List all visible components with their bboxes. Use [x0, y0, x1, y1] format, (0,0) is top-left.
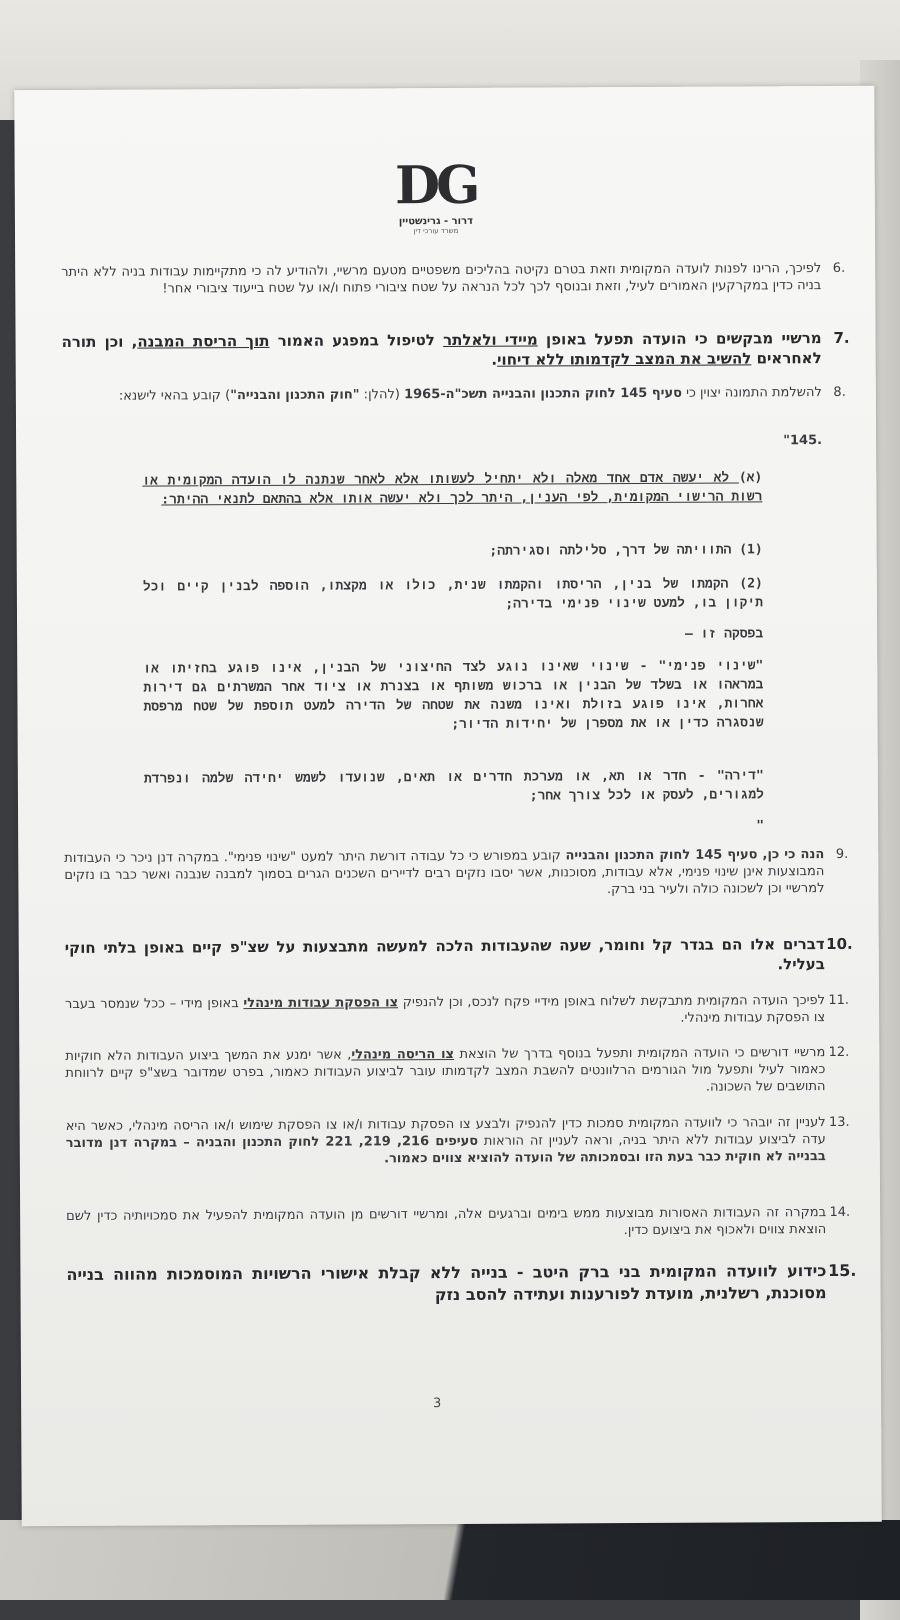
- bold-run: סעיף 145 לחוק התכנון והבנייה תשכ"ה-1965: [404, 385, 682, 403]
- document-page: [14, 86, 882, 1526]
- bold-run: "חוק התכנון והבנייה": [230, 387, 360, 404]
- text-run: .: [491, 350, 498, 369]
- paragraph-number: .15: [828, 1260, 857, 1281]
- paragraph-number: .13: [828, 1114, 850, 1131]
- underlined-run: תוך הריסת המבנה: [137, 331, 270, 351]
- paragraph-number: .9: [835, 846, 849, 862]
- paragraph-number: .7: [833, 328, 850, 347]
- logo-firm-name: דרור - גרינשטיין: [398, 215, 474, 228]
- underlined-run: צו הריסה מינהלי: [351, 1046, 455, 1063]
- text-run: (להלן:: [359, 387, 405, 403]
- text-run: , אשר ימנע את המשך ביצוע העבודות הלא חוקיות כאמור לעיל ותפעל מול הגורמים הרלוונטים להשבת המצב לקדמותו עובר לביצוע העבודות כאמור, בפרט שמדובר בשצ"פ קיים לרווחת התושבים של השכונה.: [65, 1047, 826, 1095]
- text-run: באופן מידי – ככל שנמסר בעבר צו הפסקת עבודות מינהלי.: [64, 996, 826, 1026]
- paragraph-12: [65, 1044, 850, 1099]
- paragraph-number: .14: [829, 1204, 851, 1221]
- clause-text: לא יעשה אדם אחד מאלה ולא יתחיל לעשותו אלא לאחר שנתנה לו הועדה המקומית או רשות הרישוי המקומית, לפי הענין, היתר לכך ולא יעשה אותו אלא בהתאם לתנאי ההיתר:: [142, 470, 763, 508]
- quote-close-mark: ": [756, 818, 765, 834]
- quote-definition-apartment: "דירה" - חדר או תא, או מערכת חדרים או תאים, שנועדו לשמש יחידה שלמה ונפרדת למגורים, לעסק או לכל צורך אחר;: [143, 768, 764, 804]
- underlined-run: להשיב את המצב לקדמותו ללא דיחוי: [497, 349, 752, 369]
- page-content: [41, 154, 857, 1500]
- quote-clause-intro: בפסקה זו –: [684, 626, 764, 642]
- quote-clause-a: [142, 468, 762, 509]
- paragraph-14: [66, 1204, 851, 1242]
- paragraph-number: .8: [833, 384, 846, 400]
- paragraph-number: .11: [828, 992, 850, 1009]
- text-run: קובע במפורש כי כל עבודה דורשת היתר למעט "שינוי פנימי". במקרה דנן ניכר כי העבודות המבוצעות אינן שינוי פנימי, אלא עבודות, מסוכנות, אשר יסבו נזקים רבים לדיירים השכנים הגרים בסמוך למבנה שנבנה ואשר כבר בו נזקים למרשיי וכן לשכונה כולה ולעיר בני ברק.: [64, 848, 825, 898]
- text-run: להשלמת התמונה יצוין כי: [681, 385, 822, 401]
- paragraph-13: [65, 1114, 850, 1169]
- paragraph-text: לפיכך, הרינו לפנות לועדה המקומית וזאת בטרם נקיטה בהליכים משפטיים מטעם מרשיי, ולהודיע לה כי מתקיימות עבודות בניה ללא היתר בניה כדין במקרקעין האמורים לעיל, וזאת ובנוסף לכך לכל הנראה על שטח ציבורי פתוח ו/או על שטח בייעוד ציבורי אחר!: [61, 261, 822, 297]
- paragraph-8: [62, 384, 846, 405]
- underlined-run: צו הפסקת עבודות מינהלי: [243, 995, 399, 1012]
- text-run: ) קובע בהאי לישנא:: [118, 388, 231, 404]
- paragraph-11: [64, 992, 850, 1030]
- paragraph-number: .12: [828, 1044, 850, 1061]
- section-heading-145: .145": [783, 433, 823, 449]
- text-run: מרשיי דורשים כי הועדה המקומית ותפעל בנוסף בדרך של הוצאת: [453, 1045, 826, 1062]
- text-run: לטיפול במפגע האמור: [269, 331, 444, 350]
- page-number: 3: [432, 1396, 442, 1412]
- logo-mark: DG: [394, 154, 477, 217]
- logo-subtitle: משרד עורכי דין: [413, 226, 459, 236]
- paragraph-7: [61, 328, 850, 372]
- bold-run: הנה כי כן, סעיף 145 לחוק התכנון והבנייה: [565, 847, 825, 864]
- firm-logo: [381, 154, 491, 249]
- paragraph-number: .10: [826, 934, 853, 954]
- quote-definition-internal-change: "שינוי פנימי" - שינוי שאינו נוגע לצד החיצוני של הבנין, אינו פוגע בחזיתו או במראהו או בשלד של הבנין או ברכוש משותף או בצנרת או ציוד אחר המשרתים גם דירות אחרות, אינו פוגע בזולת ואינו משנה את שטחה של הדירה למעט תוספת של שטח מרפסת שנסגרה כדין או את מספרן של יחידות הדיור;: [143, 658, 764, 732]
- text-run: לפיכך הועדה המקומית מתבקשת לשלוח באופן מידיי פקח לנכס, וכן להנפיק: [398, 993, 826, 1011]
- paragraph-text: דברים אלו הם בגדר קל וחומר, שעה שהעבודות הלכה למעשה מתבצעות על שצ"פ קיים באופן בלתי חוקי בעליל.: [64, 935, 825, 974]
- underlined-run: מיידי ולאלתר: [443, 330, 538, 350]
- text-run: לעניין זה יובהר כי לוועדה המקומית סמכות כדין להנפיק ולבצע צו הפסקת עבודות ו/או צו הפסקת שימוש ו/או הריסה מינהלי, כאשר היא עדה לביצוע עבודות ללא היתר בניה, וראה לעניין זה הוראות: [65, 1115, 826, 1149]
- quote-item-2: (2) הקמתו של בנין, הריסתו והקמתו שנית, כולו או מקצתו, הוספה לבנין קיים וכל תיקון בו, למעט שינוי פנימי בדירה;: [142, 576, 763, 612]
- paragraph-number: .6: [832, 260, 846, 276]
- clause-mark: (א): [738, 470, 763, 486]
- paragraph-10: [64, 934, 853, 978]
- quote-item-1: (1) התוויתה של דרך, סלילתה וסגירתה;: [489, 542, 763, 559]
- paragraph-text: במקרה זה העבודות האסורות מבוצעות ממש בימים וברגעים אלה, ומרשיי דורשים מן הועדה המקומית להפעיל את סמכויותיה כדין לשם הוצאת צווים ולאכוף את ביצועם כדין.: [66, 1205, 827, 1239]
- bold-run: סעיפים 216, 219, 221 לחוק התכנון והבניה – במקרה דנן מדובר בבנייה לא חוקית כבר בעת הזו ובסמכותה של הועדה להוציא צווים כאמור.: [65, 1133, 826, 1167]
- background-bottom: [0, 1520, 900, 1600]
- paragraph-6: [61, 260, 846, 298]
- paragraph-15: [66, 1260, 857, 1308]
- text-run: מרשיי מבקשים כי הועדה תפעל באופן: [537, 329, 822, 349]
- paragraph-text: כידוע לוועדה המקומית בני ברק היטב - בנייה ללא קבלת אישורי הרשויות המוסמכות מהווה בנייה מסוכנת, רשלנית, מועדת לפורענות ועתידה להסב נזק: [66, 1261, 827, 1305]
- paragraph-9: [64, 846, 849, 901]
- text-run: , וכן תורה לאחראים: [61, 332, 822, 368]
